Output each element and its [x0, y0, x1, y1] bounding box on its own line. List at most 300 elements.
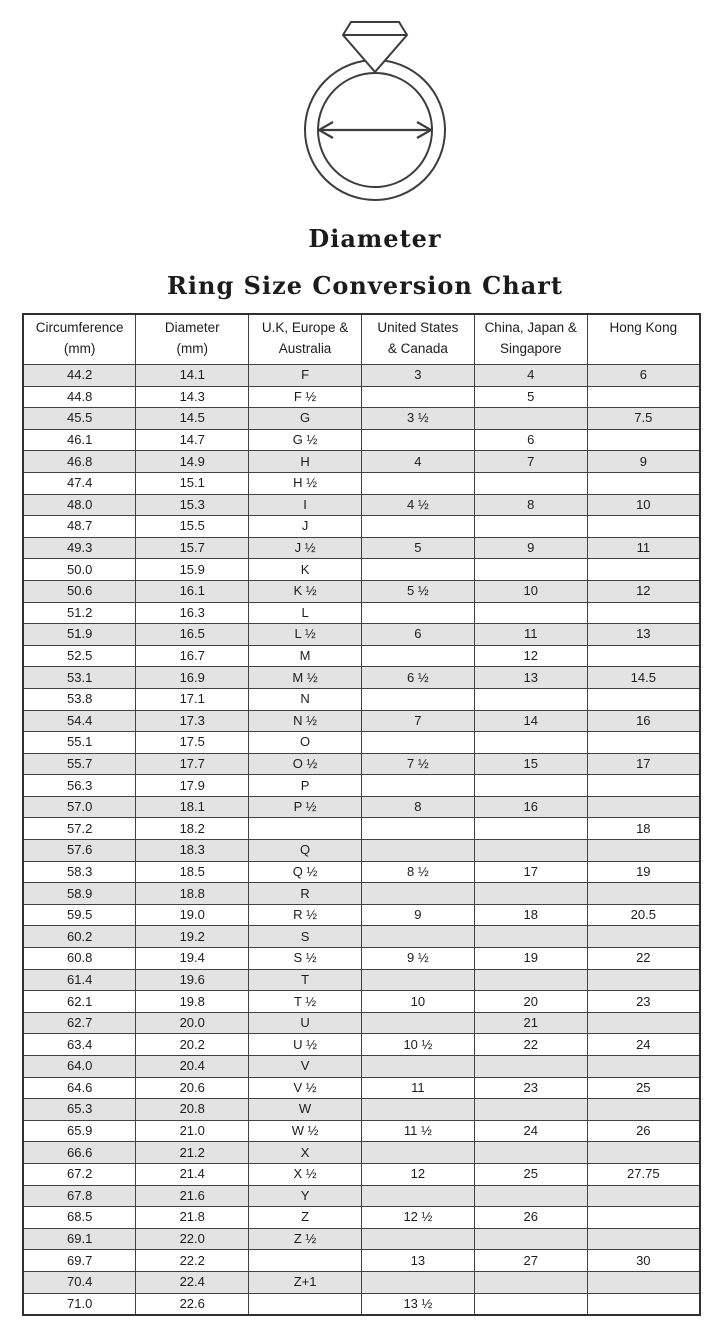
table-cell	[587, 688, 700, 710]
table-cell: 47.4	[23, 472, 136, 494]
table-cell: 51.2	[23, 602, 136, 624]
table-cell: 71.0	[23, 1293, 136, 1315]
table-cell: 17.7	[136, 753, 249, 775]
table-cell: 60.8	[23, 948, 136, 970]
table-cell	[474, 1142, 587, 1164]
table-cell: 13	[361, 1250, 474, 1272]
table-cell: F	[249, 365, 362, 387]
table-cell: O	[249, 732, 362, 754]
table-row	[23, 753, 700, 775]
table-cell: 11	[474, 624, 587, 646]
table-cell	[474, 1293, 587, 1315]
table-cell: 16.5	[136, 624, 249, 646]
table-cell: 60.2	[23, 926, 136, 948]
table-row	[23, 1228, 700, 1250]
table-row	[23, 948, 700, 970]
table-cell: 12	[587, 580, 700, 602]
table-cell: W ½	[249, 1120, 362, 1142]
table-cell: 15	[474, 753, 587, 775]
table-cell: 8 ½	[361, 861, 474, 883]
table-cell: 15.7	[136, 537, 249, 559]
table-cell	[249, 1293, 362, 1315]
table-cell: Z+1	[249, 1271, 362, 1293]
table-cell	[249, 1250, 362, 1272]
table-cell	[361, 1185, 474, 1207]
table-cell	[587, 472, 700, 494]
table-cell: 17.5	[136, 732, 249, 754]
table-cell: X	[249, 1142, 362, 1164]
table-cell	[361, 883, 474, 905]
table-cell: Z ½	[249, 1228, 362, 1250]
table-cell: 21.2	[136, 1142, 249, 1164]
table-row	[23, 451, 700, 473]
table-cell: K	[249, 559, 362, 581]
table-cell: K ½	[249, 580, 362, 602]
table-cell: 56.3	[23, 775, 136, 797]
table-cell: N ½	[249, 710, 362, 732]
table-cell	[587, 559, 700, 581]
table-cell: 14.3	[136, 386, 249, 408]
table-row	[23, 904, 700, 926]
table-row	[23, 1056, 700, 1078]
table-cell	[474, 688, 587, 710]
table-cell: 14.9	[136, 451, 249, 473]
table-row	[23, 796, 700, 818]
table-cell: 14.5	[136, 408, 249, 430]
table-row	[23, 1012, 700, 1034]
table-row	[23, 472, 700, 494]
table-cell	[474, 775, 587, 797]
table-cell: 20	[474, 991, 587, 1013]
diamond-ring-icon	[295, 18, 455, 214]
table-cell: 9	[361, 904, 474, 926]
table-cell: 68.5	[23, 1207, 136, 1229]
table-cell: V	[249, 1056, 362, 1078]
table-cell	[474, 840, 587, 862]
table-cell: 58.9	[23, 883, 136, 905]
table-cell: 19.8	[136, 991, 249, 1013]
table-cell: 17.3	[136, 710, 249, 732]
table-cell: 44.8	[23, 386, 136, 408]
column-header-line: Australia	[278, 341, 332, 356]
table-cell: 10	[361, 991, 474, 1013]
table-cell: 20.6	[136, 1077, 249, 1099]
table-cell: 16	[587, 710, 700, 732]
table-cell	[587, 602, 700, 624]
table-cell: U ½	[249, 1034, 362, 1056]
table-cell	[474, 926, 587, 948]
table-cell	[361, 1271, 474, 1293]
table-cell: 30	[587, 1250, 700, 1272]
table-cell	[474, 1271, 587, 1293]
table-cell: 50.0	[23, 559, 136, 581]
table-row	[23, 624, 700, 646]
table-cell: 17.1	[136, 688, 249, 710]
table-cell: 27.75	[587, 1163, 700, 1185]
table-cell	[474, 408, 587, 430]
table-cell: 13 ½	[361, 1293, 474, 1315]
table-cell: R	[249, 883, 362, 905]
table-cell: P	[249, 775, 362, 797]
table-cell: 21.0	[136, 1120, 249, 1142]
table-cell: 20.2	[136, 1034, 249, 1056]
table-row	[23, 1250, 700, 1272]
table-cell: 5 ½	[361, 580, 474, 602]
table-cell: 19.6	[136, 969, 249, 991]
column-header-line: (mm)	[63, 341, 96, 356]
column-header-line: Circumference	[35, 320, 124, 335]
table-row	[23, 537, 700, 559]
table-cell: 13	[474, 667, 587, 689]
table-cell: 21	[474, 1012, 587, 1034]
table-cell: 66.6	[23, 1142, 136, 1164]
table-cell: 48.7	[23, 516, 136, 538]
table-cell: 11 ½	[361, 1120, 474, 1142]
table-cell: P ½	[249, 796, 362, 818]
table-cell	[474, 1228, 587, 1250]
table-header-row	[23, 314, 700, 365]
table-cell: 64.6	[23, 1077, 136, 1099]
table-cell: I	[249, 494, 362, 516]
table-cell: 64.0	[23, 1056, 136, 1078]
table-cell	[587, 429, 700, 451]
table-cell: Y	[249, 1185, 362, 1207]
table-row	[23, 1207, 700, 1229]
table-row	[23, 365, 700, 387]
table-cell: 11	[361, 1077, 474, 1099]
table-cell	[587, 1056, 700, 1078]
table-cell: 22.4	[136, 1271, 249, 1293]
table-cell	[361, 1228, 474, 1250]
table-cell: 6	[474, 429, 587, 451]
column-header-line: Singapore	[499, 341, 562, 356]
table-cell: 21.8	[136, 1207, 249, 1229]
table-cell: 20.4	[136, 1056, 249, 1078]
table-row	[23, 602, 700, 624]
table-cell: 27	[474, 1250, 587, 1272]
table-cell: 26	[474, 1207, 587, 1229]
table-row	[23, 494, 700, 516]
table-cell: 14.7	[136, 429, 249, 451]
table-cell: 53.1	[23, 667, 136, 689]
table-cell: O ½	[249, 753, 362, 775]
table-row	[23, 429, 700, 451]
table-cell	[474, 1099, 587, 1121]
table-cell: 53.8	[23, 688, 136, 710]
table-cell	[474, 818, 587, 840]
table-cell: 67.2	[23, 1163, 136, 1185]
table-cell	[587, 840, 700, 862]
column-header-line: Diameter	[164, 320, 220, 335]
table-cell: 8	[361, 796, 474, 818]
table-row	[23, 1271, 700, 1293]
table-cell: 50.6	[23, 580, 136, 602]
table-cell: 61.4	[23, 969, 136, 991]
table-cell	[587, 883, 700, 905]
table-cell: 18	[474, 904, 587, 926]
table-cell: S	[249, 926, 362, 948]
column-header-line: & Canada	[387, 341, 448, 356]
table-cell	[587, 645, 700, 667]
table-cell: 19	[587, 861, 700, 883]
table-cell: 18.2	[136, 818, 249, 840]
table-cell: 59.5	[23, 904, 136, 926]
table-cell	[361, 926, 474, 948]
table-cell: N	[249, 688, 362, 710]
table-cell: 19.2	[136, 926, 249, 948]
table-cell: 7.5	[587, 408, 700, 430]
table-cell: R ½	[249, 904, 362, 926]
table-cell: L	[249, 602, 362, 624]
table-cell: S ½	[249, 948, 362, 970]
table-cell: 25	[474, 1163, 587, 1185]
table-cell	[361, 559, 474, 581]
table-cell	[474, 883, 587, 905]
table-cell: 12 ½	[361, 1207, 474, 1229]
table-cell: 16.3	[136, 602, 249, 624]
table-cell	[361, 775, 474, 797]
column-header-hong-kong	[587, 314, 700, 365]
column-header-line: (mm)	[176, 341, 208, 356]
table-cell: Z	[249, 1207, 362, 1229]
table-cell	[587, 926, 700, 948]
table-cell	[361, 386, 474, 408]
table-cell	[587, 1012, 700, 1034]
table-cell: 7	[361, 710, 474, 732]
table-cell: 44.2	[23, 365, 136, 387]
table-cell: 7 ½	[361, 753, 474, 775]
column-header-us-canada	[361, 314, 474, 365]
table-cell	[587, 732, 700, 754]
table-cell: 55.1	[23, 732, 136, 754]
table-cell: L ½	[249, 624, 362, 646]
table-cell: 9	[474, 537, 587, 559]
table-row	[23, 991, 700, 1013]
table-cell: 69.1	[23, 1228, 136, 1250]
table-cell	[587, 386, 700, 408]
table-cell: 12	[474, 645, 587, 667]
table-cell: 20.0	[136, 1012, 249, 1034]
table-cell: 55.7	[23, 753, 136, 775]
table-cell: 6	[361, 624, 474, 646]
table-cell: H	[249, 451, 362, 473]
table-cell: 4 ½	[361, 494, 474, 516]
table-cell	[361, 1142, 474, 1164]
table-cell: V ½	[249, 1077, 362, 1099]
table-cell	[361, 1012, 474, 1034]
table-cell	[587, 1207, 700, 1229]
table-cell: 3 ½	[361, 408, 474, 430]
table-cell	[474, 732, 587, 754]
table-cell: 6 ½	[361, 667, 474, 689]
table-cell: 21.4	[136, 1163, 249, 1185]
table-cell: 54.4	[23, 710, 136, 732]
table-cell	[249, 818, 362, 840]
table-cell: T ½	[249, 991, 362, 1013]
column-header-uk-europe-australia	[249, 314, 362, 365]
table-row	[23, 861, 700, 883]
table-cell	[361, 969, 474, 991]
table-row	[23, 1185, 700, 1207]
table-cell	[474, 969, 587, 991]
diameter-arrow-icon	[319, 122, 431, 138]
table-cell: 17.9	[136, 775, 249, 797]
table-cell	[474, 472, 587, 494]
table-row	[23, 883, 700, 905]
table-row	[23, 926, 700, 948]
table-row	[23, 840, 700, 862]
table-cell: 15.5	[136, 516, 249, 538]
table-cell	[587, 969, 700, 991]
table-cell: T	[249, 969, 362, 991]
table-cell: 24	[587, 1034, 700, 1056]
table-cell: 70.4	[23, 1271, 136, 1293]
table-cell: 9 ½	[361, 948, 474, 970]
column-header-china-japan-singapore	[474, 314, 587, 365]
diameter-label: Diameter	[308, 224, 442, 253]
table-cell: 9	[587, 451, 700, 473]
table-cell: 57.2	[23, 818, 136, 840]
table-cell: 49.3	[23, 537, 136, 559]
table-cell: 8	[474, 494, 587, 516]
table-cell: 58.3	[23, 861, 136, 883]
table-cell	[474, 1185, 587, 1207]
table-row	[23, 1034, 700, 1056]
table-row	[23, 710, 700, 732]
table-cell: J	[249, 516, 362, 538]
column-header-line: United States	[377, 320, 459, 335]
table-cell	[587, 516, 700, 538]
table-cell: Q ½	[249, 861, 362, 883]
table-cell	[361, 688, 474, 710]
table-cell: 19.0	[136, 904, 249, 926]
table-cell: 62.7	[23, 1012, 136, 1034]
table-cell: 25	[587, 1077, 700, 1099]
table-row	[23, 732, 700, 754]
table-cell: 65.3	[23, 1099, 136, 1121]
table-row	[23, 1163, 700, 1185]
table-cell: 19	[474, 948, 587, 970]
table-cell: 4	[474, 365, 587, 387]
table-cell: 21.6	[136, 1185, 249, 1207]
table-cell: 67.8	[23, 1185, 136, 1207]
table-cell: 10	[474, 580, 587, 602]
table-cell: Q	[249, 840, 362, 862]
table-cell: F ½	[249, 386, 362, 408]
table-cell: 18.8	[136, 883, 249, 905]
table-cell: 65.9	[23, 1120, 136, 1142]
table-row	[23, 1099, 700, 1121]
table-cell: 22	[474, 1034, 587, 1056]
table-cell: M ½	[249, 667, 362, 689]
table-cell: 63.4	[23, 1034, 136, 1056]
table-cell	[361, 732, 474, 754]
table-cell: 69.7	[23, 1250, 136, 1272]
table-cell	[587, 1228, 700, 1250]
table-cell: 24	[474, 1120, 587, 1142]
table-cell: 16	[474, 796, 587, 818]
table-row	[23, 1120, 700, 1142]
table-cell: 5	[361, 537, 474, 559]
table-cell: 17	[474, 861, 587, 883]
table-cell: 14.1	[136, 365, 249, 387]
table-cell: 51.9	[23, 624, 136, 646]
table-cell: 11	[587, 537, 700, 559]
table-cell	[474, 1056, 587, 1078]
table-cell: 15.3	[136, 494, 249, 516]
table-cell: 14.5	[587, 667, 700, 689]
table-cell: 18.5	[136, 861, 249, 883]
table-cell	[361, 1056, 474, 1078]
table-cell: U	[249, 1012, 362, 1034]
table-cell: M	[249, 645, 362, 667]
table-cell: 45.5	[23, 408, 136, 430]
table-cell: 10	[587, 494, 700, 516]
table-cell: 26	[587, 1120, 700, 1142]
table-row	[23, 1142, 700, 1164]
table-cell: 22.6	[136, 1293, 249, 1315]
table-cell	[587, 796, 700, 818]
table-cell: 23	[587, 991, 700, 1013]
table-cell: 20.5	[587, 904, 700, 926]
table-cell: 15.9	[136, 559, 249, 581]
table-cell: 22.0	[136, 1228, 249, 1250]
table-cell: 15.1	[136, 472, 249, 494]
table-cell	[361, 1099, 474, 1121]
table-row	[23, 408, 700, 430]
table-row	[23, 1293, 700, 1315]
table-row	[23, 688, 700, 710]
table-cell: 7	[474, 451, 587, 473]
table-cell: 5	[474, 386, 587, 408]
table-cell: G ½	[249, 429, 362, 451]
table-cell	[474, 559, 587, 581]
table-cell	[587, 1271, 700, 1293]
table-cell: X ½	[249, 1163, 362, 1185]
table-cell: 16.9	[136, 667, 249, 689]
table-row	[23, 559, 700, 581]
table-row	[23, 386, 700, 408]
column-header-circumference	[23, 314, 136, 365]
table-cell: 62.1	[23, 991, 136, 1013]
table-cell	[587, 1293, 700, 1315]
table-row	[23, 1077, 700, 1099]
table-cell: 10 ½	[361, 1034, 474, 1056]
table-cell: 6	[587, 365, 700, 387]
table-cell: 3	[361, 365, 474, 387]
table-cell	[587, 1142, 700, 1164]
table-row	[23, 969, 700, 991]
table-cell: 57.0	[23, 796, 136, 818]
table-row	[23, 645, 700, 667]
table-cell	[587, 1099, 700, 1121]
table-cell: 18	[587, 818, 700, 840]
table-cell: 12	[361, 1163, 474, 1185]
table-cell: 14	[474, 710, 587, 732]
table-row	[23, 775, 700, 797]
table-cell: J ½	[249, 537, 362, 559]
table-cell	[474, 602, 587, 624]
column-header-line: China, Japan &	[484, 320, 577, 335]
ring-size-conversion-table	[22, 313, 701, 1316]
table-cell	[587, 775, 700, 797]
table-cell: 18.3	[136, 840, 249, 862]
table-cell: 57.6	[23, 840, 136, 862]
table-cell: G	[249, 408, 362, 430]
table-cell: 23	[474, 1077, 587, 1099]
table-row	[23, 667, 700, 689]
table-cell: 22.2	[136, 1250, 249, 1272]
